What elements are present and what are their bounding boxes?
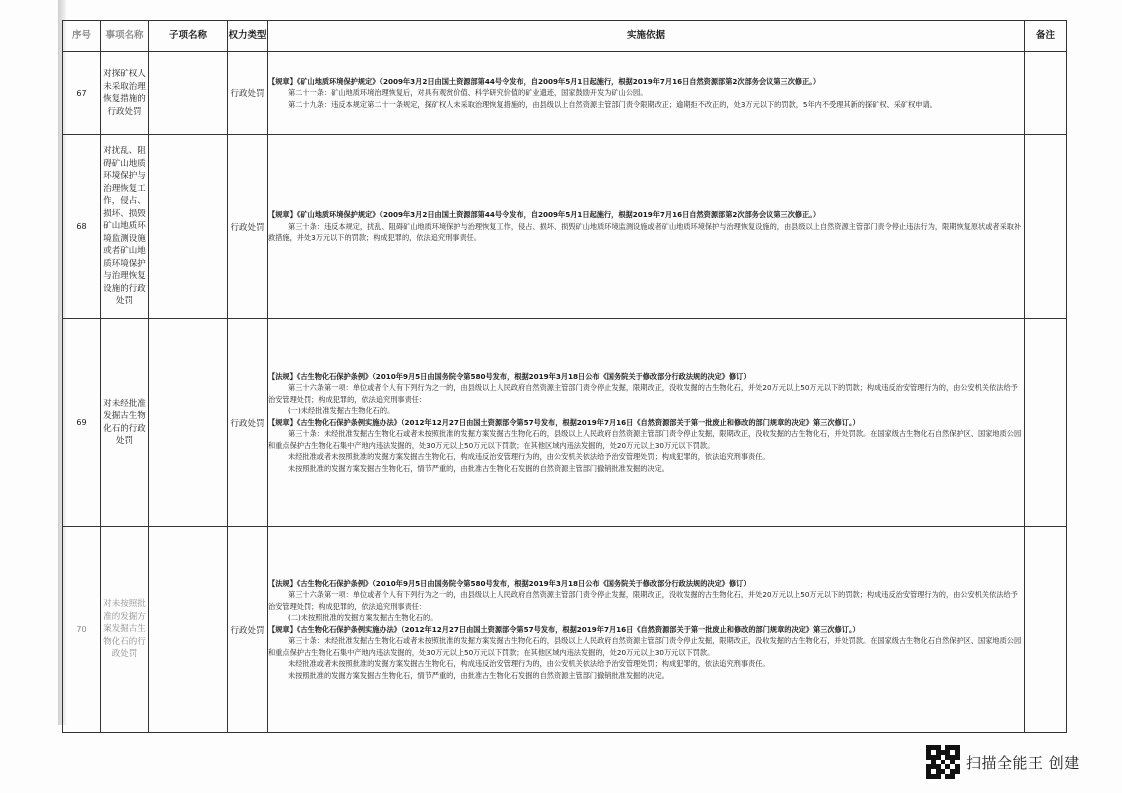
table-row (63, 135, 1067, 319)
basis-line: 第三十六条第一项：单位或者个人有下列行为之一的，由县级以上人民政府自然资源主管部门责令停止发掘，限期改正，没收发掘的古生物化石，并处20万元以上50万元以下的罚款；构成违反治安管理行为的，由公安机关依法给予治安管理处罚；构成犯罪的，依法追究刑事责任： (268, 590, 1018, 611)
row-no: 68 (63, 135, 101, 319)
basis-line: 第二十一条：矿山地质环境治理恢复后，对具有观赏价值、科学研究价值的矿业遗迹，国家鼓励开发为矿山公园。 (288, 88, 648, 98)
row-basis (268, 527, 1025, 733)
row-sub-name (149, 527, 228, 733)
row-no: 67 (63, 52, 101, 135)
basis-line: 【规章】《矿山地质环境保护规定》（2009年3月2日由国土资源部第44号令发布，自2009年5月1日起施行，根据2019年7月16日自然资源部第2次部务会议第三次修正。） (268, 210, 821, 220)
row-sub-name (149, 52, 228, 135)
scanner-watermark (926, 745, 1080, 779)
row-basis (268, 135, 1025, 319)
table-row (63, 52, 1067, 135)
header-note: 备注 (1025, 21, 1067, 52)
row-item-name: 对未按照批准的发掘方案发掘古生物化石的行政处罚 (101, 527, 149, 733)
row-type: 行政处罚 (228, 135, 268, 319)
basis-line: 第三十条：违反本规定，扰乱、阻碍矿山地质环境保护与治理恢复工作，侵占、损坏、损毁矿山地质环境监测设施或者矿山地质环境保护与治理恢复设施的，由县级以上自然资源主管部门责令停止违法行为，限期恢复原状或者采取补救措施，并处3万元以下的罚款；构成犯罪的，依法追究刑事责任。 (268, 221, 1022, 243)
basis-line: 【规章】《矿山地质环境保护规定》（2009年3月2日由国土资源部第44号令发布，自2009年5月1日起施行，根据2019年7月16日自然资源部第2次部务会议第三次修正。） (268, 76, 821, 86)
header-no: 序号 (63, 21, 101, 52)
table-header-row (63, 21, 1067, 52)
basis-line: 第二十九条：违反本规定第二十一条规定，探矿权人未采取治理恢复措施的，由县级以上自然资源主管部门责令限期改正；逾期拒不改正的，处3万元以下的罚款，5年内不受理其新的探矿权、采矿权申请。 (288, 99, 937, 109)
row-sub-name (149, 319, 228, 527)
watermark-text: 扫描全能王 创建 (966, 753, 1080, 772)
row-basis (268, 52, 1025, 135)
table-row (63, 319, 1067, 527)
row-type: 行政处罚 (228, 52, 268, 135)
row-no: 69 (63, 319, 101, 527)
basis-line: 第三十六条第一项：单位或者个人有下列行为之一的，由县级以上人民政府自然资源主管部门责令停止发掘，限期改正，没收发掘的古生物化石，并处20万元以上50万元以下的罚款；构成违反治安管理行为的，由公安机关依法给予治安管理处罚；构成犯罪的，依法追究刑事责任： (268, 383, 1018, 404)
basis-line: 未按照批准的发掘方案发掘古生物化石，情节严重的，由批准古生物化石发掘的自然资源主管部门撤销批准发掘的决定。 (288, 463, 669, 473)
basis-line: 【法规】《古生物化石保护条例》（2010年9月5日由国务院令第580号发布，根据2019年3月18日公布《国务院关于修改部分行政法规的决定》修订） (268, 371, 751, 381)
basis-line: 未按照批准的发掘方案发掘古生物化石，情节严重的，由批准古生物化石发掘的自然资源主管部门撤销批准发掘的决定。 (288, 670, 669, 680)
basis-line: 未经批准或者未按照批准的发掘方案发掘古生物化石，构成违反治安管理行为的，由公安机关依法给予治安管理处罚；构成犯罪的，依法追究刑事责任。 (288, 452, 770, 462)
header-name: 事项名称 (101, 21, 149, 52)
header-basis: 实施依据 (268, 21, 1025, 52)
basis-line: (一)未经批准发掘古生物化石的。 (288, 406, 395, 416)
row-type: 行政处罚 (228, 319, 268, 527)
basis-line: 【规章】《古生物化石保护条例实施办法》（2012年12月27日由国土资源部令第57号发布，根据2019年7月16日《自然资源部关于第一批废止和修改的部门规章的决定》第三次修订。） (268, 417, 860, 427)
row-no: 70 (63, 527, 101, 733)
row-basis (268, 319, 1025, 527)
row-item-name: 对探矿权人未采取治理恢复措施的行政处罚 (101, 52, 149, 135)
basis-line: 【法规】《古生物化石保护条例》（2010年9月5日由国务院令第580号发布，根据2019年3月18日公布《国务院关于修改部分行政法规的决定》修订） (268, 578, 751, 588)
basis-line: 第三十条：未经批准发掘古生物化石或者未按照批准的发掘方案发掘古生物化石的，县级以上人民政府自然资源主管部门责令停止发掘，限期改正，没收发掘的古生物化石，并处罚款。在国家级古生物化石自然保护区、国家地质公园和重点保护古生物化石集中产地内违法发掘的，处30万元以上50万元以下罚款；在其他区域内违法发掘的，处20万元以上30万元以下罚款。 (268, 636, 1022, 657)
row-item-name: 对未经批准发掘古生物化石的行政处罚 (101, 319, 149, 527)
enforcement-table (62, 20, 1067, 733)
header-type: 权力类型 (228, 21, 268, 52)
basis-line: 第三十条：未经批准发掘古生物化石或者未按照批准的发掘方案发掘古生物化石的，县级以上人民政府自然资源主管部门责令停止发掘，限期改正，没收发掘的古生物化石，并处罚款。在国家级古生物化石自然保护区、国家地质公园和重点保护古生物化石集中产地内违法发掘的，处30万元以上50万元以下罚款；在其他区域内违法发掘的，处20万元以上30万元以下罚款。 (268, 429, 1022, 450)
basis-line: 【规章】《古生物化石保护条例实施办法》（2012年12月27日由国土资源部令第57号发布，根据2019年7月16日《自然资源部关于第一批废止和修改的部门规章的决定》第三次修订。） (268, 624, 860, 634)
basis-line: 未经批准或者未按照批准的发掘方案发掘古生物化石，构成违反治安管理行为的，由公安机关依法给予治安管理处罚；构成犯罪的，依法追究刑事责任。 (288, 659, 770, 669)
qr-code-icon (926, 745, 960, 779)
row-type: 行政处罚 (228, 527, 268, 733)
basis-line: (二)未按照批准的发掘方案发掘古生物化石的。 (288, 613, 438, 623)
table-row (63, 527, 1067, 733)
row-note (1025, 135, 1067, 319)
row-item-name: 对扰乱、阻碍矿山地质环境保护与治理恢复工作，侵占、损坏、损毁矿山地质环境监测设施或者矿山地质环境保护与治理恢复设施的行政处罚 (101, 135, 149, 319)
row-note (1025, 319, 1067, 527)
header-sub: 子项名称 (149, 21, 228, 52)
row-note (1025, 52, 1067, 135)
row-sub-name (149, 135, 228, 319)
row-note (1025, 527, 1067, 733)
